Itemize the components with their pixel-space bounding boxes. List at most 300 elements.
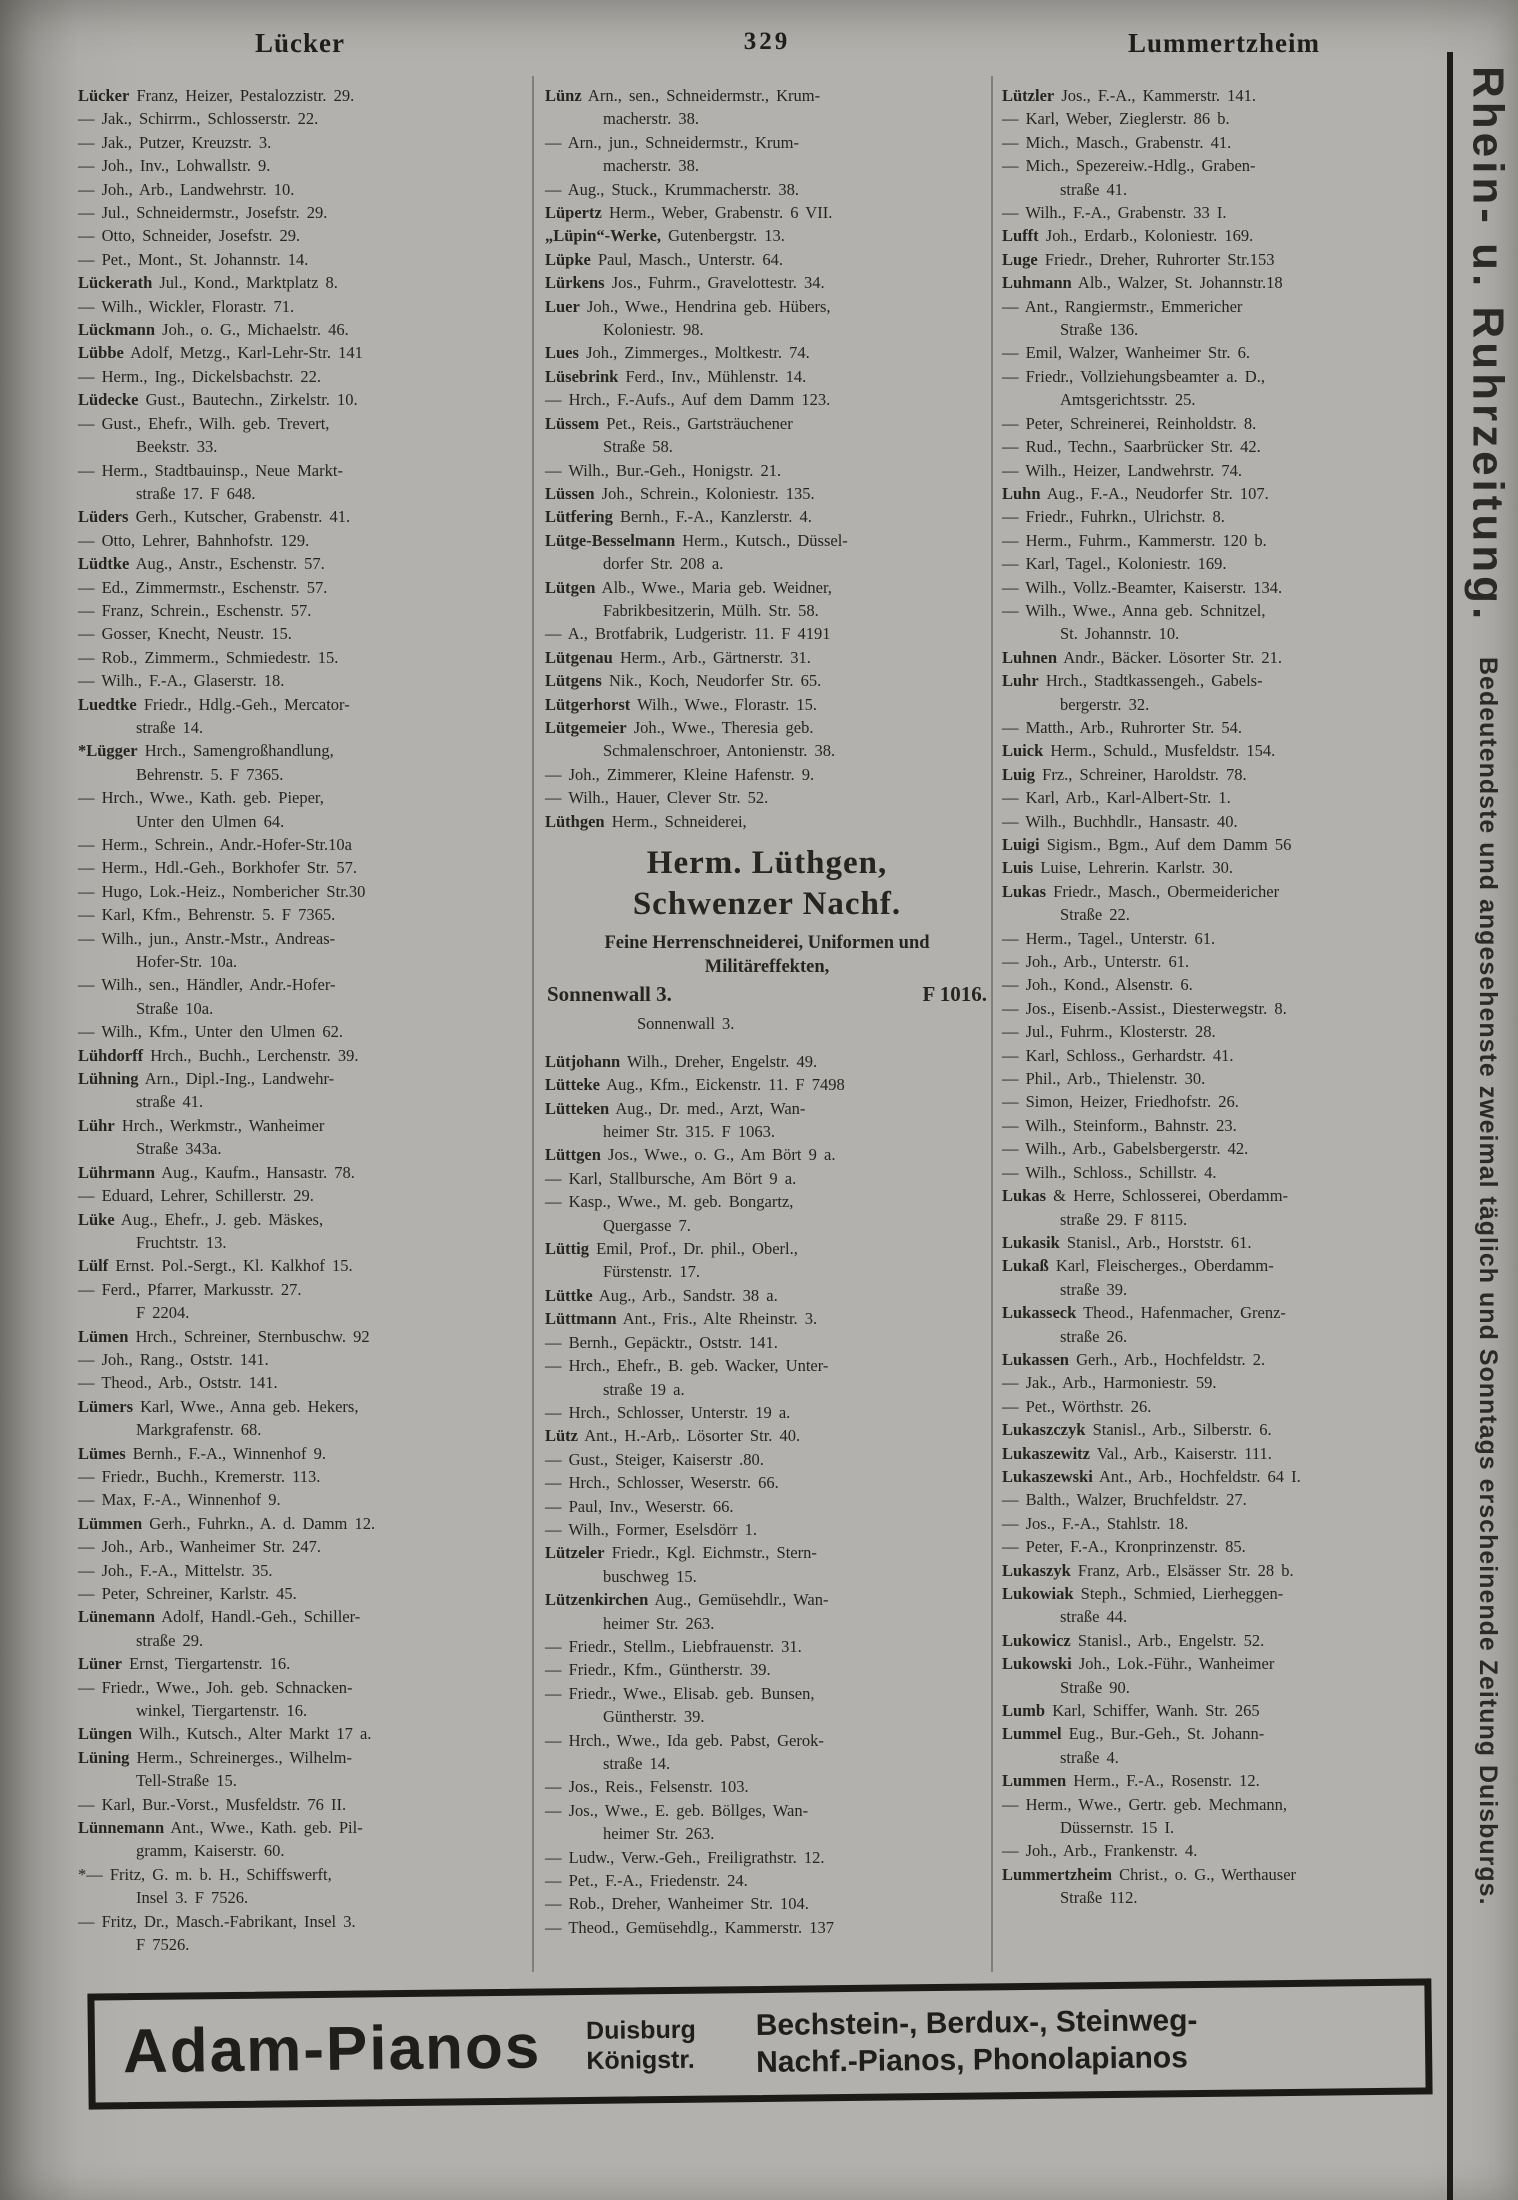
entry-list [545, 84, 989, 833]
directory-entry [545, 669, 989, 692]
entry-line: Lückmann Joh., o. G., Michaelstr. 46. [78, 320, 349, 340]
directory-entry [545, 1237, 989, 1284]
piano-advertisement [87, 1978, 1432, 2109]
entry-line: — Rob., Zimmerm., Schmiedestr. 15. [78, 647, 339, 667]
entry-continuation: F 2204. [136, 1303, 190, 1323]
directory-entry [1002, 505, 1446, 528]
entry-line: — Hrch., Schlosser, Weserstr. 66. [545, 1473, 779, 1493]
entry-continuation: Straße 343a. [136, 1139, 222, 1159]
entry-continuation: Straße 136. [1060, 320, 1139, 340]
entry-line: — Herm., Tagel., Unterstr. 61. [1002, 928, 1216, 948]
directory-entry [1002, 1699, 1446, 1722]
entry-line: Lukas & Herre, Schlosserei, Oberdamm- [1002, 1186, 1289, 1206]
entry-continuation: straße 17. F 648. [136, 483, 256, 503]
directory-entry [78, 880, 528, 903]
directory-entry [78, 1044, 528, 1067]
directory-entry [1002, 1395, 1446, 1418]
directory-entry [545, 1775, 989, 1798]
directory-entry [78, 201, 528, 224]
entry-line: — Wilh., Kfm., Unter den Ulmen 62. [78, 1022, 343, 1042]
directory-entry [545, 271, 989, 294]
directory-entry [78, 1746, 528, 1793]
entry-continuation: Amtsgerichtsstr. 25. [1060, 390, 1196, 410]
entry-line: — Friedr., Wwe., Joh. geb. Schnacken- [78, 1677, 353, 1697]
entry-line: — Otto, Lehrer, Bahnhofstr. 129. [78, 530, 310, 550]
piano-ad-address [586, 2015, 696, 2076]
directory-entry [78, 669, 528, 692]
directory-entry [78, 599, 528, 622]
entry-line: — Joh., Arb., Frankenstr. 4. [1002, 1841, 1198, 1861]
entry-line: — Herm., Stadtbauinsp., Neue Markt- [78, 460, 343, 480]
entry-line: — Wilh., F.-A., Glaserstr. 18. [78, 671, 285, 691]
entry-line: Lütfering Bernh., F.-A., Kanzlerstr. 4. [545, 507, 812, 527]
entry-continuation: Straße 112. [1060, 1888, 1138, 1908]
entry-line: — Ferd., Pfarrer, Markusstr. 27. [78, 1279, 302, 1299]
directory-entry [78, 412, 528, 459]
directory-entry [78, 1020, 528, 1043]
directory-entry [545, 1354, 989, 1401]
directory-entry [78, 224, 528, 247]
entry-line: — Ludw., Verw.-Geh., Freiligrathstr. 12. [545, 1847, 825, 1867]
entry-continuation: straße 14. [136, 717, 204, 737]
entry-continuation: St. Johannstr. 10. [1060, 624, 1180, 644]
directory-entry [545, 1635, 989, 1658]
entry-line: — Max, F.-A., Winnenhof 9. [78, 1490, 281, 1510]
entry-continuation: Straße 58. [603, 437, 673, 457]
entry-line: Luhnen Andr., Bäcker. Lösorter Str. 21. [1002, 647, 1282, 667]
directory-entry [545, 1495, 989, 1518]
directory-entry [78, 84, 528, 107]
directory-entry [545, 1799, 989, 1846]
directory-entry [1002, 365, 1446, 412]
directory-entry [545, 365, 989, 388]
directory-entry [1002, 669, 1446, 716]
directory-entry [1002, 763, 1446, 786]
directory-entry [78, 786, 528, 833]
entry-line: Lukas Friedr., Masch., Obermeidericher [1002, 881, 1280, 901]
directory-entry [1002, 1231, 1446, 1254]
directory-entry [1002, 1301, 1446, 1348]
entry-line: — Joh., F.-A., Mittelstr. 35. [78, 1560, 273, 1580]
entry-line: Lukowiak Steph., Schmied, Lierheggen- [1002, 1584, 1284, 1603]
entry-line: — Wilh., Wickler, Florastr. 71. [78, 296, 295, 316]
entry-line: Lukaszewski Ant., Arb., Hochfeldstr. 64 I. [1002, 1466, 1301, 1486]
entry-line: Lütgenau Herm., Arb., Gärtnerstr. 31. [545, 647, 811, 667]
directory-entry [78, 178, 528, 201]
directory-entry [78, 1676, 528, 1723]
entry-line: Lüssen Joh., Schrein., Koloniestr. 135. [545, 483, 815, 503]
entry-line: — Hrch., Ehefr., B. geb. Wacker, Unter- [545, 1356, 829, 1376]
entry-continuation: F 7526. [136, 1935, 190, 1955]
directory-entry [1002, 1582, 1446, 1629]
entry-line: — Franz, Schrein., Eschenstr. 57. [78, 600, 312, 620]
entry-line: Lüdtke Aug., Anstr., Eschenstr. 57. [78, 554, 325, 574]
directory-entry [78, 1184, 528, 1207]
directory-entry [1002, 1769, 1446, 1792]
entry-line: — Hrch., Wwe., Ida geb. Pabst, Gerok- [545, 1730, 824, 1750]
entry-line: Lüttgen Jos., Wwe., o. G., Am Bört 9 a. [545, 1145, 836, 1165]
directory-entry [1002, 739, 1446, 762]
entry-line: — Jak., Arb., Harmoniestr. 59. [1002, 1373, 1217, 1393]
ad-tagline: Militäreffekten, [704, 957, 830, 977]
entry-line: Lukowicz Stanisl., Arb., Engelstr. 52. [1002, 1630, 1265, 1650]
entry-continuation: Straße 10a. [136, 998, 214, 1018]
entry-line: Lühdorff Hrch., Buchh., Lerchenstr. 39. [78, 1045, 359, 1065]
directory-entry [545, 1307, 989, 1330]
entry-line: Luge Friedr., Dreher, Ruhrorter Str.153 [1002, 249, 1275, 269]
entry-continuation: Fabrikbesitzerin, Mülh. Str. 58. [603, 600, 819, 620]
directory-entry [1002, 1418, 1446, 1441]
directory-entry [1002, 1629, 1446, 1652]
ad-address: Sonnenwall 3. [547, 982, 672, 1006]
entry-continuation: Güntherstr. 39. [603, 1707, 705, 1727]
entry-line: — Mich., Spezereiw.-Hdlg., Graben- [1002, 156, 1256, 176]
entry-continuation: Tell-Straße 15. [136, 1771, 237, 1791]
entry-line: *— Fritz, G. m. b. H., Schiffswerft, [78, 1864, 332, 1884]
entry-line: — Wilh., Vollz.-Beamter, Kaiserstr. 134. [1002, 577, 1283, 597]
entry-line: — Peter, Schreinerei, Reinholdstr. 8. [1002, 413, 1257, 433]
piano-ad-product-line: Nachf.-Pianos, Phonolapianos [755, 2041, 1189, 2080]
directory-entry [545, 810, 989, 833]
entry-line: Lukowski Joh., Lok.-Führ., Wanheimer [1002, 1654, 1275, 1674]
ad-title-line: Herm. Lüthgen, [646, 845, 888, 881]
directory-entry [1002, 1559, 1446, 1582]
entry-line: Lüttke Aug., Arb., Sandstr. 38 a. [545, 1285, 778, 1305]
entry-continuation: bergerstr. 32. [1060, 694, 1150, 714]
entry-continuation: dorfer Str. 208 a. [603, 554, 724, 574]
entry-line: „Lüpin“-Werke, Gutenbergstr. 13. [545, 226, 785, 246]
entry-line: — Jak., Putzer, Kreuzstr. 3. [78, 132, 272, 152]
entry-line: Lümers Karl, Wwe., Anna geb. Hekers, [78, 1396, 359, 1416]
directory-entry [78, 1114, 528, 1161]
entry-line: — Bernh., Gepäcktr., Oststr. 141. [545, 1332, 778, 1352]
directory-entry [78, 973, 528, 1020]
directory-entry [78, 1325, 528, 1348]
directory-entry [1002, 1184, 1446, 1231]
directory-entry [1002, 529, 1446, 552]
entry-line: Lütteken Aug., Dr. med., Arzt, Wan- [545, 1098, 806, 1118]
entry-line: — Phil., Arb., Thielenstr. 30. [1002, 1069, 1206, 1089]
directory-entry [545, 1448, 989, 1471]
entry-line: — Herm., Schrein., Andr.-Hofer-Str.10a [78, 835, 352, 854]
directory-entry [78, 1371, 528, 1394]
entry-line: — Jos., Eisenb.-Assist., Diesterwegstr. 8. [1002, 998, 1287, 1018]
directory-entry [78, 1816, 528, 1863]
directory-entry [1002, 810, 1446, 833]
directory-entry [545, 1050, 989, 1073]
entry-line: Lüttmann Ant., Fris., Alte Rheinstr. 3. [545, 1309, 818, 1329]
directory-entry [1002, 880, 1446, 927]
entry-line: — Wilh., jun., Anstr.-Mstr., Andreas- [78, 928, 336, 948]
directory-entry [545, 576, 989, 623]
directory-entry [1002, 1793, 1446, 1840]
entry-line: — Otto, Schneider, Josefstr. 29. [78, 226, 301, 246]
directory-entry [1002, 599, 1446, 646]
directory-entry [1002, 271, 1446, 294]
entry-line: — Karl, Bur.-Vorst., Musfeldstr. 76 II. [78, 1794, 347, 1814]
entry-line: Lütteke Aug., Kfm., Eickenstr. 11. F 7498 [545, 1075, 845, 1095]
entry-line: Lummel Eug., Bur.-Geh., St. Johann- [1002, 1724, 1265, 1744]
page-number: 329 [743, 28, 791, 55]
directory-entry [545, 1658, 989, 1681]
entry-continuation: Sonnenwall 3. [637, 1014, 735, 1034]
directory-entry [1002, 1254, 1446, 1301]
directory-entry [1002, 1044, 1446, 1067]
entry-line: Lührmann Aug., Kaufm., Hansastr. 78. [78, 1162, 355, 1182]
entry-line: — Wilh., Hauer, Clever Str. 52. [545, 788, 769, 808]
entry-continuation: straße 44. [1060, 1607, 1128, 1627]
entry-continuation: Quergasse 7. [603, 1215, 691, 1235]
entry-line: — Herm., Fuhrm., Kammerstr. 120 b. [1002, 530, 1267, 550]
entry-line: Lukasseck Theod., Hafenmacher, Grenz- [1002, 1303, 1286, 1323]
directory-entry [545, 622, 989, 645]
entry-line: — Theod., Arb., Oststr. 141. [78, 1373, 278, 1393]
entry-list [1002, 84, 1446, 1910]
directory-entry [78, 576, 528, 599]
directory-entry [545, 1097, 989, 1144]
directory-entry [78, 1582, 528, 1605]
directory-entry [1002, 412, 1446, 435]
directory-entry [78, 1465, 528, 1488]
tailor-advertisement [545, 843, 989, 1006]
entry-line: Lüthgen Herm., Schneiderei, [545, 811, 747, 831]
directory-entry [78, 1161, 528, 1184]
directory-entry [1002, 1020, 1446, 1043]
column-divider [991, 76, 993, 1972]
entry-line: — Karl, Schloss., Gerhardstr. 41. [1002, 1045, 1234, 1065]
entry-line: Luigi Sigism., Bgm., Auf dem Damm 56 [1002, 835, 1292, 854]
directory-entry [1002, 786, 1446, 809]
directory-entry [545, 224, 989, 247]
directory-entry [545, 1916, 989, 1939]
entry-continuation: Straße 90. [1060, 1677, 1130, 1697]
directory-entry [1002, 1535, 1446, 1558]
directory-entry [1002, 716, 1446, 739]
directory-entry [545, 482, 989, 505]
entry-line: Lühr Hrch., Werkmstr., Wanheimer [78, 1115, 325, 1135]
entry-line: — Karl, Weber, Zieglerstr. 86 b. [1002, 109, 1230, 129]
directory-entry [78, 459, 528, 506]
entry-line: — Wilh., Schloss., Schillstr. 4. [1002, 1162, 1217, 1182]
entry-line: Lukasik Stanisl., Arb., Horststr. 61. [1002, 1232, 1252, 1252]
entry-line: — Hugo, Lok.-Heiz., Nombericher Str.30 [78, 881, 366, 901]
directory-entry [78, 107, 528, 130]
directory-entry [1002, 950, 1446, 973]
directory-entry [1002, 341, 1446, 364]
entry-continuation: Hofer-Str. 10a. [136, 952, 238, 972]
entry-line: — Friedr., Fuhrkn., Ulrichstr. 8. [1002, 507, 1225, 527]
entry-line: — Gosser, Knecht, Neustr. 15. [78, 624, 292, 644]
entry-line: — Hrch., Wwe., Kath. geb. Pieper, [78, 788, 324, 808]
entry-line: Lukaszewitz Val., Arb., Kaiserstr. 111. [1002, 1443, 1272, 1463]
entry-line: — Wilh., F.-A., Grabenstr. 33 I. [1002, 203, 1227, 223]
entry-continuation: straße 26. [1060, 1326, 1128, 1346]
directory-entry [78, 1559, 528, 1582]
entry-line: — Simon, Heizer, Friedhofstr. 26. [1002, 1092, 1239, 1112]
entry-line: — Joh., Arb., Unterstr. 61. [1002, 952, 1190, 972]
entry-line: — Gust., Steiger, Kaiserstr .80. [545, 1449, 764, 1469]
directory-entry [1002, 295, 1446, 342]
entry-line: Lüttig Emil, Prof., Dr. phil., Oberl., [545, 1239, 798, 1259]
entry-line: Lüdecke Gust., Bautechn., Zirkelstr. 10. [78, 390, 358, 410]
directory-entry [1002, 1137, 1446, 1160]
entry-line: — Theod., Gemüsehdlg., Kammerstr. 137 [545, 1917, 834, 1937]
entry-continuation: Behrenstr. 5. F 7365. [136, 764, 284, 784]
directory-entry [545, 84, 989, 131]
entry-line: Lünemann Adolf, Handl.-Geh., Schiller- [78, 1607, 361, 1627]
directory-entry [78, 1535, 528, 1558]
directory-entry [78, 1652, 528, 1675]
entry-line: Luick Herm., Schuld., Musfeldstr. 154. [1002, 741, 1276, 761]
entry-continuation: heimer Str. 263. [603, 1613, 715, 1633]
directory-entry [78, 271, 528, 294]
entry-line: — Jak., Schirrm., Schlosserstr. 22. [78, 109, 319, 129]
directory-entry [545, 295, 989, 342]
directory-entry [545, 716, 989, 763]
entry-line: — Kasp., Wwe., M. geb. Bongartz, [545, 1192, 794, 1212]
entry-line: Lützeler Friedr., Kgl. Eichmstr., Stern- [545, 1543, 817, 1563]
entry-line: — Ant., Rangiermstr., Emmericher [1002, 296, 1243, 316]
directory-entry [1002, 1465, 1446, 1488]
directory-entry [545, 1541, 989, 1588]
directory-entry [545, 248, 989, 271]
entry-line: Lukaß Karl, Fleischerges., Oberdamm- [1002, 1256, 1274, 1276]
directory-entry [545, 1073, 989, 1096]
entry-line: — Joh., Arb., Wanheimer Str. 247. [78, 1537, 321, 1557]
directory-entry [78, 248, 528, 271]
directory-column-left [78, 84, 528, 1957]
entry-continuation: Fruchtstr. 13. [136, 1232, 227, 1252]
entry-line: Luhn Aug., F.-A., Neudorfer Str. 107. [1002, 483, 1269, 503]
directory-entry [545, 1167, 989, 1190]
directory-entry [545, 529, 989, 576]
entry-line: Lukaszczyk Stanisl., Arb., Silberstr. 6. [1002, 1420, 1272, 1440]
directory-entry [545, 1729, 989, 1776]
entry-line: Lütgemeier Joh., Wwe., Theresia geb. [545, 717, 814, 737]
directory-entry [545, 1682, 989, 1729]
directory-entry [545, 178, 989, 201]
directory-entry [1002, 1652, 1446, 1699]
directory-entry [545, 1401, 989, 1424]
entry-line: — Peter, F.-A., Kronprinzenstr. 85. [1002, 1537, 1246, 1557]
piano-ad-street: Königstr. [586, 2045, 695, 2075]
directory-entry [545, 131, 989, 178]
directory-entry [78, 1278, 528, 1325]
entry-line: — Karl, Stallbursche, Am Bört 9 a. [545, 1168, 797, 1188]
entry-line: Lütge-Besselmann Herm., Kutsch., Düssel- [545, 530, 848, 550]
directory-entry [1002, 248, 1446, 271]
directory-entry [1002, 646, 1446, 669]
directory-entry [545, 1518, 989, 1541]
entry-line: Lülf Ernst. Pol.-Sergt., Kl. Kalkhof 15. [78, 1256, 353, 1276]
entry-line: Lüpertz Herm., Weber, Grabenstr. 6 VII. [545, 203, 833, 223]
entry-line: Lütgerhorst Wilh., Wwe., Florastr. 15. [545, 694, 817, 714]
directory-entry [78, 295, 528, 318]
entry-line: Lues Joh., Zimmerges., Moltkestr. 74. [545, 343, 810, 363]
entry-line: Lühning Arn., Dipl.-Ing., Landwehr- [78, 1069, 335, 1089]
directory-entry [78, 833, 528, 856]
column-header-right: Lummertzheim [1128, 28, 1320, 58]
entry-continuation: Markgrafenstr. 68. [136, 1420, 262, 1440]
entry-line: Lütgens Nik., Koch, Neudorfer Str. 65. [545, 671, 822, 691]
entry-line: Lütjohann Wilh., Dreher, Engelstr. 49. [545, 1051, 818, 1071]
directory-entry [545, 693, 989, 716]
directory-entry [545, 763, 989, 786]
directory-entry [1002, 459, 1446, 482]
directory-entry [78, 1395, 528, 1442]
entry-line: Lumb Karl, Schiffer, Wanh. Str. 265 [1002, 1701, 1260, 1721]
entry-line: Lücker Franz, Heizer, Pestalozzistr. 29. [78, 86, 355, 105]
entry-line: — Karl, Kfm., Behrenstr. 5. F 7365. [78, 905, 336, 925]
entry-continuation: straße 4. [1060, 1747, 1119, 1767]
entry-line: — Gust., Ehefr., Wilh. geb. Trevert, [78, 413, 330, 433]
directory-entry [1002, 973, 1446, 996]
entry-line: — Wilh., Steinform., Bahnstr. 23. [1002, 1115, 1237, 1135]
directory-entry [1002, 1348, 1446, 1371]
entry-line: Lüders Gerh., Kutscher, Grabenstr. 41. [78, 507, 351, 527]
entry-line: — Jos., F.-A., Stahlstr. 18. [1002, 1513, 1189, 1533]
entry-line: — Paul, Inv., Weserstr. 66. [545, 1496, 734, 1516]
entry-line: — Balth., Walzer, Bruchfeldstr. 27. [1002, 1490, 1247, 1510]
entry-continuation: heimer Str. 315. F 1063. [603, 1122, 775, 1142]
entry-line: Lüsebrink Ferd., Inv., Mühlenstr. 14. [545, 366, 807, 386]
entry-line: — Joh., Inv., Lohwallstr. 9. [78, 156, 271, 176]
entry-line: — Jos., Wwe., E. geb. Böllges, Wan- [545, 1800, 809, 1820]
directory-entry [545, 201, 989, 224]
entry-continuation: heimer Str. 263. [603, 1824, 715, 1844]
entry-line: Lünz Arn., sen., Schneidermstr., Krum- [545, 86, 821, 105]
entry-continuation: straße 14. [603, 1754, 671, 1773]
entry-line: — Jul., Schneidermstr., Josefstr. 29. [78, 203, 328, 223]
directory-entry [78, 529, 528, 552]
entry-line: Lütz Ant., H.-Arb,. Lösorter Str. 40. [545, 1426, 801, 1446]
directory-entry [78, 1863, 528, 1910]
piano-ad-products [756, 2002, 1199, 2081]
entry-continuation: Schmalenschroer, Antonienstr. 38. [603, 741, 836, 761]
entry-line: — Joh., Rang., Oststr. 141. [78, 1349, 269, 1369]
entry-line: Lützler Jos., F.-A., Kammerstr. 141. [1002, 86, 1257, 105]
directory-entry [545, 505, 989, 528]
directory-entry [78, 1442, 528, 1465]
directory-entry [1002, 201, 1446, 224]
entry-continuation: Beekstr. 33. [136, 437, 218, 457]
directory-entry [545, 459, 989, 482]
entry-line: — Karl, Tagel., Koloniestr. 169. [1002, 554, 1227, 574]
entry-line: — Wilh., Heizer, Landwehrstr. 74. [1002, 460, 1242, 480]
entry-line: — Jul., Fuhrm., Klosterstr. 28. [1002, 1022, 1216, 1042]
directory-entry [545, 1331, 989, 1354]
entry-line: Lüner Ernst, Tiergartenstr. 16. [78, 1654, 291, 1674]
entry-line: — Wilh., Bur.-Geh., Honigstr. 21. [545, 460, 782, 480]
entry-line: — Herm., Wwe., Gertr. geb. Mechmann, [1002, 1794, 1288, 1814]
entry-continuation: buschweg 15. [603, 1566, 697, 1586]
directory-entry [78, 1488, 528, 1511]
ad-tagline: Feine Herrenschneiderei, Uniformen und [604, 933, 930, 953]
directory-entry [1002, 84, 1446, 107]
entry-line: Lüngen Wilh., Kutsch., Alter Markt 17 a. [78, 1724, 372, 1744]
directory-entry [1002, 576, 1446, 599]
entry-line: Lukaszyk Franz, Arb., Elsässer Str. 28 b. [1002, 1560, 1294, 1580]
entry-line: Lüning Herm., Schreinerges., Wilhelm- [78, 1747, 353, 1767]
directory-entry [1002, 1067, 1446, 1090]
directory-entry [545, 1143, 989, 1166]
entry-line: — Friedr., Buchh., Kremerstr. 113. [78, 1466, 321, 1486]
entry-list [545, 1050, 989, 1939]
entry-line: Lufft Joh., Erdarb., Koloniestr. 169. [1002, 226, 1254, 246]
directory-entry [78, 903, 528, 926]
directory-entry [78, 1910, 528, 1957]
directory-entry [78, 1793, 528, 1816]
